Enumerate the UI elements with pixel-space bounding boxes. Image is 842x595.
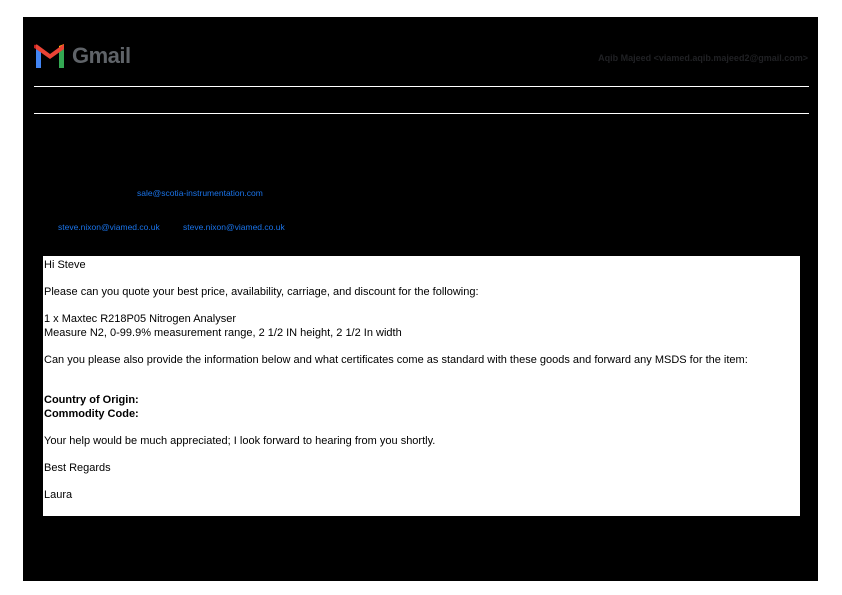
message-body: [43, 256, 800, 516]
commodity-code-label: Commodity Code:: [44, 408, 139, 420]
item-line: 1 x Maxtec R218P05 Nitrogen Analyser: [44, 313, 236, 325]
signature-text: Laura: [44, 489, 73, 501]
to-address-link[interactable]: steve.nixon@viamed.co.uk: [58, 222, 160, 232]
from-address-link[interactable]: sale@scotia-instrumentation.com: [137, 188, 263, 198]
info-request-text: Can you please also provide the information below and what certificates come as standard with these goods and forward any MSDS for the item:: [44, 354, 748, 366]
divider: [34, 86, 809, 87]
to-address-link[interactable]: steve.nixon@viamed.co.uk: [183, 222, 285, 232]
signoff-text: Best Regards: [44, 462, 111, 474]
email-print-page: [23, 17, 818, 581]
gmail-wordmark: Gmail: [72, 43, 131, 68]
gmail-m-icon: [34, 44, 66, 68]
country-of-origin-label: Country of Origin:: [44, 394, 139, 406]
item-spec-line: Measure N2, 0-99.9% measurement range, 2 1/2 IN height, 2 1/2 In width: [44, 327, 402, 339]
greeting-text: Hi Steve: [44, 259, 86, 271]
request-text: Please can you quote your best price, availability, carriage, and discount for the following:: [44, 286, 479, 298]
divider: [34, 113, 809, 114]
thanks-text: Your help would be much appreciated; I look forward to hearing from you shortly.: [44, 435, 436, 447]
account-email: Aqib Majeed <viamed.aqib.majeed2@gmail.com>: [598, 53, 808, 63]
gmail-logo: [34, 44, 131, 68]
